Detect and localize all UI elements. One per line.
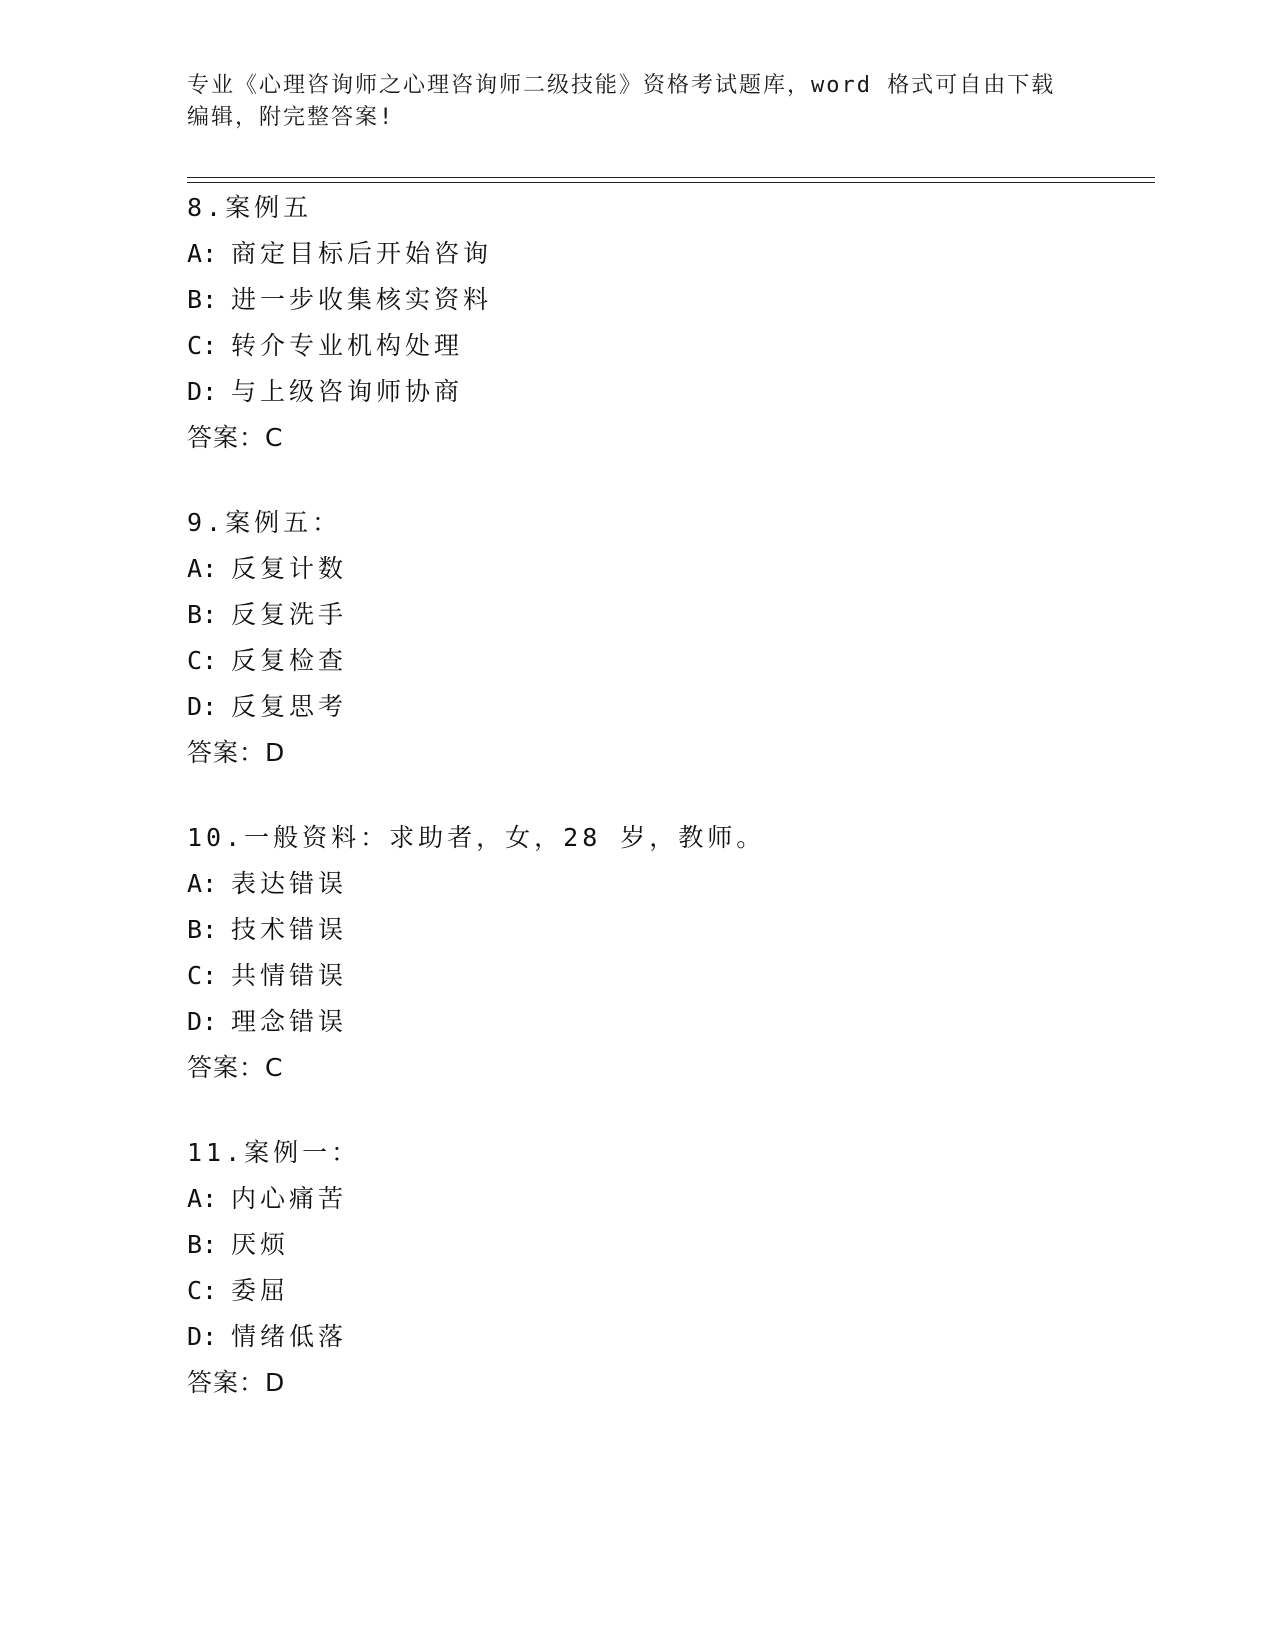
option-letter: B: bbox=[187, 600, 218, 629]
option-text: 表达错误 bbox=[231, 869, 348, 898]
option-letter: B: bbox=[187, 915, 218, 944]
option-text: 与上级咨询师协商 bbox=[231, 377, 464, 406]
answer-line: 答案：C bbox=[187, 1053, 284, 1082]
option-text: 技术错误 bbox=[231, 915, 348, 944]
option-c bbox=[187, 953, 1087, 999]
option-d bbox=[187, 1314, 1087, 1360]
question-9 bbox=[187, 500, 1087, 776]
option-text: 厌烦 bbox=[231, 1230, 290, 1259]
option-letter: D: bbox=[187, 692, 218, 721]
question-stem: 11.案例一： bbox=[187, 1138, 361, 1167]
option-c bbox=[187, 638, 1087, 684]
answer-line: 答案：C bbox=[187, 423, 284, 452]
option-letter: B: bbox=[187, 1230, 218, 1259]
answer-line: 答案：D bbox=[187, 738, 286, 767]
option-text: 共情错误 bbox=[231, 961, 348, 990]
option-a bbox=[187, 231, 1087, 277]
option-b bbox=[187, 592, 1087, 638]
option-text: 内心痛苦 bbox=[231, 1184, 348, 1213]
option-d bbox=[187, 684, 1087, 730]
option-letter: C: bbox=[187, 331, 218, 360]
option-letter: C: bbox=[187, 1276, 218, 1305]
option-d bbox=[187, 999, 1087, 1045]
option-text: 理念错误 bbox=[231, 1007, 348, 1036]
option-a bbox=[187, 546, 1087, 592]
header-divider-bottom bbox=[187, 182, 1155, 183]
option-c bbox=[187, 1268, 1087, 1314]
option-text: 委屈 bbox=[231, 1276, 290, 1305]
option-letter: C: bbox=[187, 961, 218, 990]
option-letter: A: bbox=[187, 869, 218, 898]
question-8 bbox=[187, 185, 1087, 461]
option-a bbox=[187, 861, 1087, 907]
option-a bbox=[187, 1176, 1087, 1222]
option-d bbox=[187, 369, 1087, 415]
header-line-2: 编辑，附完整答案! bbox=[187, 105, 395, 130]
question-stem: 8.案例五 bbox=[187, 193, 313, 222]
option-text: 反复洗手 bbox=[231, 600, 348, 629]
option-text: 反复思考 bbox=[231, 692, 348, 721]
option-c bbox=[187, 323, 1087, 369]
option-letter: B: bbox=[187, 285, 218, 314]
option-text: 进一步收集核实资料 bbox=[231, 285, 493, 314]
option-text: 情绪低落 bbox=[231, 1322, 348, 1351]
option-letter: D: bbox=[187, 377, 218, 406]
option-letter: C: bbox=[187, 646, 218, 675]
option-letter: A: bbox=[187, 1184, 218, 1213]
header-divider-top bbox=[187, 177, 1155, 178]
option-text: 商定目标后开始咨询 bbox=[231, 239, 493, 268]
option-b bbox=[187, 1222, 1087, 1268]
option-letter: A: bbox=[187, 239, 218, 268]
option-text: 转介专业机构处理 bbox=[231, 331, 464, 360]
question-stem: 10.一般资料：求助者，女，28 岁，教师。 bbox=[187, 823, 766, 852]
question-10 bbox=[187, 815, 1087, 1091]
option-b bbox=[187, 277, 1087, 323]
header-line-1: 专业《心理咨询师之心理咨询师二级技能》资格考试题库，word 格式可自由下载 bbox=[187, 73, 1056, 98]
option-letter: D: bbox=[187, 1322, 218, 1351]
option-text: 反复检查 bbox=[231, 646, 348, 675]
answer-line: 答案：D bbox=[187, 1368, 286, 1397]
option-text: 反复计数 bbox=[231, 554, 348, 583]
option-letter: D: bbox=[187, 1007, 218, 1036]
option-letter: A: bbox=[187, 554, 218, 583]
question-11 bbox=[187, 1130, 1087, 1406]
option-b bbox=[187, 907, 1087, 953]
document-header bbox=[187, 70, 1087, 134]
question-stem: 9.案例五： bbox=[187, 508, 342, 537]
